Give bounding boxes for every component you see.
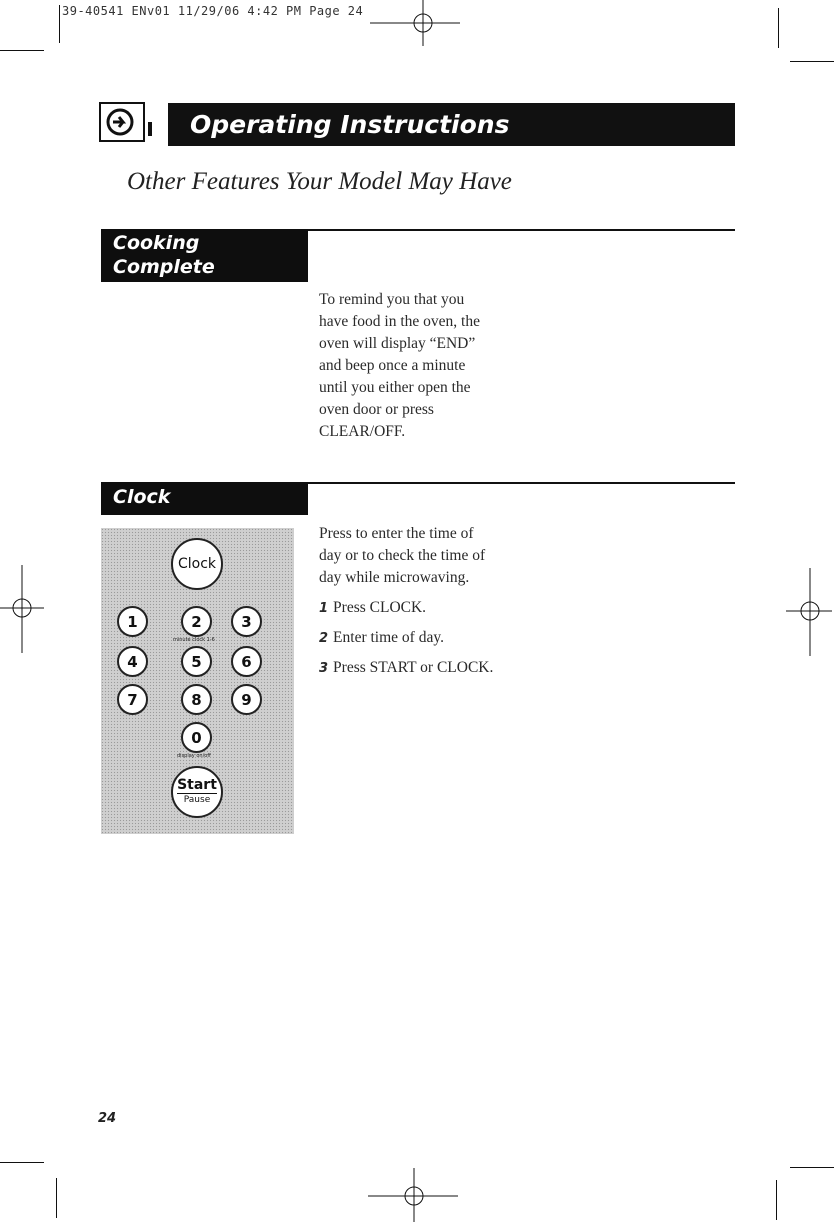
text-line: oven door or press: [319, 401, 434, 418]
step-number: 1: [319, 601, 329, 616]
section-title-clock: Clock: [101, 482, 308, 515]
text-line: oven will display “END”: [319, 335, 476, 352]
page-number: 24: [98, 1111, 117, 1126]
number-key: 8: [181, 684, 212, 715]
text-line: CLEAR/OFF.: [319, 423, 406, 440]
section-title-reminder: [101, 229, 308, 302]
page-header-title: Operating Instructions: [190, 110, 510, 139]
number-key: 2: [181, 606, 212, 637]
step-number: 2: [319, 631, 329, 646]
clock-key: Clock: [171, 538, 223, 590]
step-text: Press START or CLOCK.: [333, 659, 494, 676]
text-line: day or to check the time of: [319, 547, 486, 564]
pause-label: Pause: [183, 795, 211, 805]
text-line: have food in the oven, the: [319, 313, 480, 330]
crop-mark: [778, 8, 779, 48]
crop-mark: [0, 1162, 44, 1163]
reminder-body: [319, 289, 579, 443]
crop-mark: [776, 1180, 777, 1220]
page-subtitle: Other Features Your Model May Have: [127, 168, 512, 195]
registration-mark-right-icon: [786, 568, 834, 658]
number-key: 4: [117, 646, 148, 677]
step-item: [319, 597, 579, 620]
number-key: 7: [117, 684, 148, 715]
text-line: until you either open the: [319, 379, 471, 396]
text-line: Press to enter the time of: [319, 525, 474, 542]
number-key: 1: [117, 606, 148, 637]
step-item: [319, 627, 579, 650]
number-key: 0: [181, 722, 212, 753]
section-title-line: Reminder: [113, 280, 216, 302]
crop-mark: [59, 5, 60, 43]
number-key: 6: [231, 646, 262, 677]
display-label: display on/off: [177, 753, 211, 759]
crop-mark: [0, 50, 44, 51]
number-key: 5: [181, 646, 212, 677]
step-text: Press CLOCK.: [333, 599, 427, 616]
start-label: Start: [177, 777, 217, 793]
step-number: 3: [319, 661, 329, 676]
clock-intro: [319, 523, 579, 589]
crop-mark: [790, 61, 834, 62]
number-key: 3: [231, 606, 262, 637]
registration-mark-left-icon: [0, 565, 50, 655]
number-key: 9: [231, 684, 262, 715]
crop-mark: [790, 1167, 834, 1168]
logo-accent: [148, 122, 152, 136]
registration-mark-bottom-icon: [368, 1168, 468, 1223]
page-header-bar: [168, 103, 735, 146]
crop-mark: [56, 1178, 57, 1218]
start-pause-key: [171, 766, 223, 818]
clock-body: [319, 523, 579, 687]
registration-mark-top-icon: [370, 0, 470, 50]
keypad-illustration: [101, 528, 294, 834]
minute-clock-label: minute clock 1-6: [173, 637, 215, 643]
text-line: day while microwaving.: [319, 569, 470, 586]
step-item: [319, 657, 579, 680]
brand-logo-icon: [99, 102, 145, 142]
print-slug-line: 39-40541 ENv01 11/29/06 4:42 PM Page 24: [62, 4, 364, 18]
step-text: Enter time of day.: [333, 629, 444, 646]
text-line: To remind you that you: [319, 291, 465, 308]
text-line: and beep once a minute: [319, 357, 466, 374]
section-title-line: Cooking Complete: [113, 232, 215, 278]
